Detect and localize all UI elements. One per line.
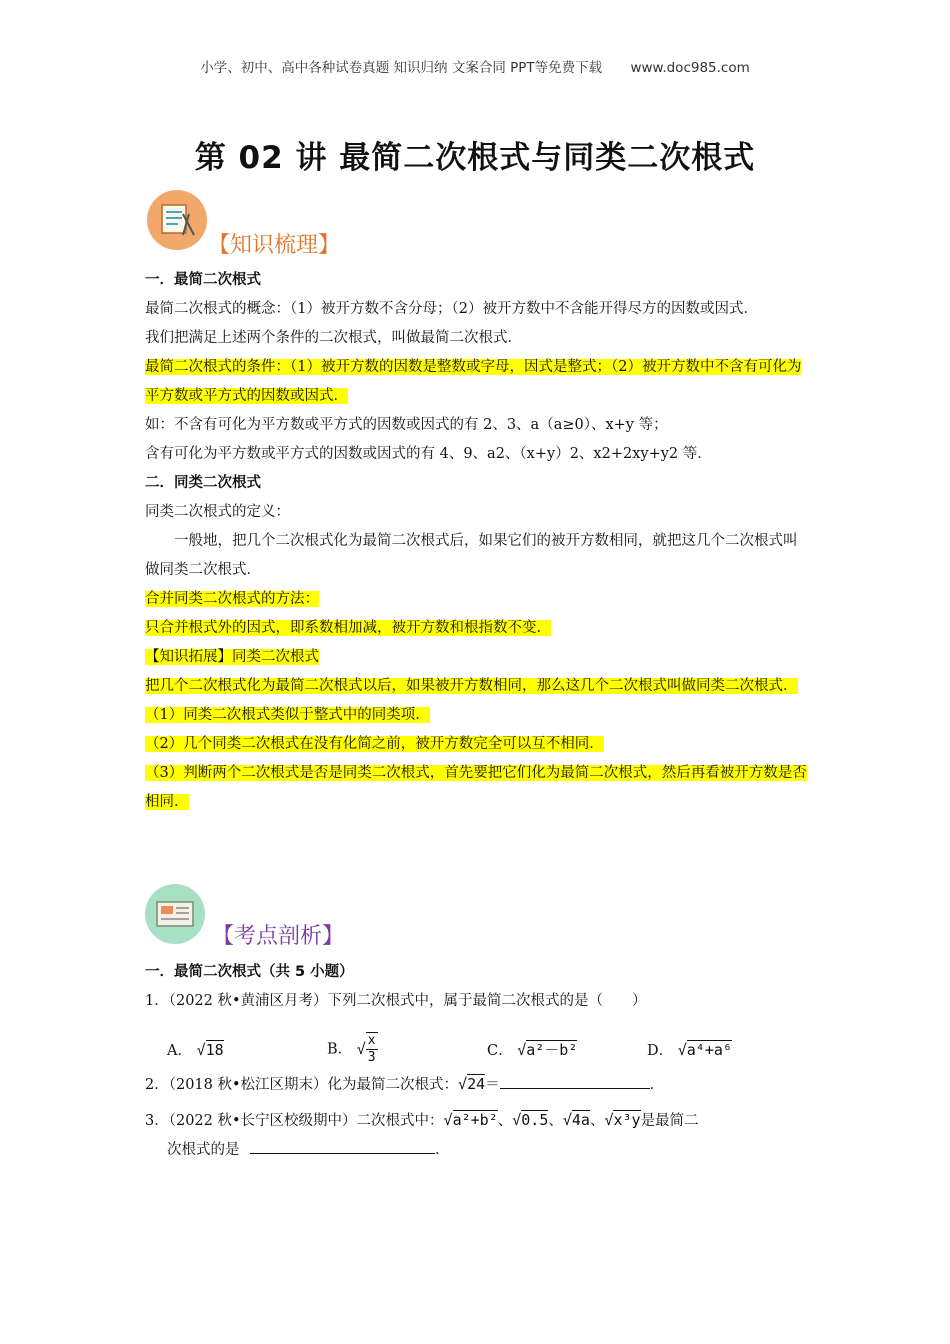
para-merge-label: [145, 585, 807, 614]
question-2-equals: ＝: [485, 1077, 500, 1093]
question-2-radical: √24: [458, 1075, 486, 1093]
question-3-sep-3: 、: [589, 1113, 605, 1129]
para-merge-label-text: 合并同类二次根式的方法：: [145, 591, 319, 607]
option-a-radicand: 18: [205, 1041, 224, 1059]
question-3: [145, 1106, 807, 1136]
para-conditions: [145, 353, 807, 411]
question-3-prefix: 3．（2022 秋•长宁区校级期中）二次根式中：: [145, 1113, 444, 1129]
question-3-sep-1: 、: [497, 1113, 513, 1129]
question-2-end: ．: [649, 1077, 665, 1093]
question-3-end: ．: [435, 1142, 450, 1158]
question-3-tail: 是最简二: [640, 1113, 699, 1129]
para-example-2: 含有可化为平方数或平方式的因数或因式的有 4、9、a2、（x+y）2、x2+2xy+y2 等．: [145, 446, 712, 462]
question-1: 1．（2022 秋•黄浦区月考）下列二次根式中，属于最简二次根式的是（ ）: [145, 993, 647, 1009]
page-header: [0, 56, 950, 76]
option-b-radical: √ $\frac{x}{3}$: [356, 1033, 376, 1065]
question-3-radicand-4: x³y: [613, 1111, 641, 1129]
heading-exercises: 一．最简二次根式（共 5 小题）: [145, 964, 354, 980]
heading-similar: 二．同类二次根式: [145, 475, 261, 491]
option-d-letter: D．: [647, 1043, 674, 1059]
para-concept: 最简二次根式的概念：（1）被开方数不含分母；（2）被开方数中不含能开得尽方的因数或因式．: [145, 301, 758, 317]
question-2-radicand: 24: [467, 1075, 486, 1093]
option-b-letter: B．: [327, 1041, 353, 1058]
question-3-sep-2: 、: [548, 1113, 563, 1129]
analysis-icon: [145, 884, 205, 944]
question-3-line-2-text: 次根式的是: [167, 1142, 240, 1158]
knowledge-icon: [147, 190, 207, 250]
para-extension-text: 把几个二次根式化为最简二次根式以后，如果被开方数相同，那么这几个二次根式叫做同类二次根式．: [145, 678, 798, 694]
question-3-radicand-3: 4a: [571, 1111, 590, 1129]
question-2: [145, 1070, 807, 1100]
question-3-radical-1: √a²+b²: [443, 1111, 498, 1129]
para-merge-method-text: 只合并根式外的因式，即系数相加减，被开方数和根指数不变．: [145, 620, 551, 636]
question-3-line-2: [145, 1136, 807, 1165]
question-1-options: [145, 1016, 807, 1066]
option-b[interactable]: [327, 1032, 487, 1066]
para-extension-label-text: 【知识拓展】同类二次根式: [145, 649, 319, 665]
para-extension-label: [145, 643, 807, 672]
option-a-letter: A．: [167, 1043, 192, 1059]
option-a[interactable]: [167, 1036, 327, 1066]
knowledge-label: 【知识梳理】: [208, 233, 341, 258]
option-d[interactable]: [647, 1036, 807, 1066]
para-note-1-text: （1）同类二次根式类似于整式中的同类项．: [145, 707, 430, 723]
option-b-fraction: [366, 1032, 378, 1066]
analysis-label: 【考点剖析】: [212, 924, 345, 949]
option-b-denominator: 3: [367, 1050, 376, 1065]
option-a-radical: √18: [196, 1041, 224, 1059]
analysis-section: [145, 958, 807, 1165]
question-3-radical-2: √0.5: [512, 1111, 549, 1129]
para-extension: [145, 672, 807, 701]
header-url[interactable]: www.doc985.com: [630, 60, 750, 76]
para-example-1: 如：不含有可化为平方数或平方式的因数或因式的有 2、3、a（a≥0）、x+y 等；: [145, 417, 668, 433]
option-c-radicand: a²－b²: [526, 1041, 578, 1059]
option-d-radical: √a⁴+a⁶: [677, 1041, 732, 1059]
option-c-radical: √a²－b²: [517, 1041, 578, 1059]
header-text: 小学、初中、高中各种试卷真题 知识归纳 文案合同 PPT等免费下载: [200, 60, 603, 76]
question-3-radical-4: √x³y: [604, 1111, 641, 1129]
page-title: 第 02 讲 最简二次根式与同类二次根式: [194, 140, 756, 176]
option-c[interactable]: [487, 1036, 647, 1066]
question-2-prefix: 2．（2018 秋•松江区期末）化为最简二次根式：: [145, 1077, 459, 1093]
knowledge-section: [145, 266, 807, 817]
question-3-answer-blank[interactable]: [250, 1137, 435, 1154]
para-note-3-text: （3）判断两个二次根式是否是同类二次根式，首先要把它们化为最简二次根式，然后再看被开方数是否相同．: [145, 765, 807, 810]
para-definition: 我们把满足上述两个条件的二次根式，叫做最简二次根式．: [145, 330, 522, 346]
option-c-letter: C．: [487, 1043, 513, 1059]
para-similar-def: 一般地，把几个二次根式化为最简二次根式后，如果它们的被开方数相同，就把这几个二次根式叫做同类二次根式．: [145, 533, 798, 578]
para-similar-def-label: 同类二次根式的定义：: [145, 504, 290, 520]
para-note-2-text: （2）几个同类二次根式在没有化简之前，被开方数完全可以互不相同．: [145, 736, 604, 752]
para-note-1: [145, 701, 807, 730]
para-merge-method: [145, 614, 807, 643]
option-b-numerator: x: [367, 1033, 376, 1048]
para-conditions-text: 最简二次根式的条件：（1）被开方数的因数是整数或字母，因式是整式；（2）被开方数中不含有可化为平方数或平方式的因数或因式．: [145, 359, 802, 404]
question-3-radical-3: √4a: [562, 1111, 590, 1129]
question-2-answer-blank[interactable]: [500, 1072, 650, 1089]
para-note-3: [145, 759, 807, 817]
heading-simplest: 一．最简二次根式: [145, 272, 261, 288]
question-3-radicand-2: 0.5: [521, 1111, 549, 1129]
option-d-radicand: a⁴+a⁶: [686, 1041, 732, 1059]
question-3-radicand-1: a²+b²: [452, 1111, 498, 1129]
para-note-2: [145, 730, 807, 759]
